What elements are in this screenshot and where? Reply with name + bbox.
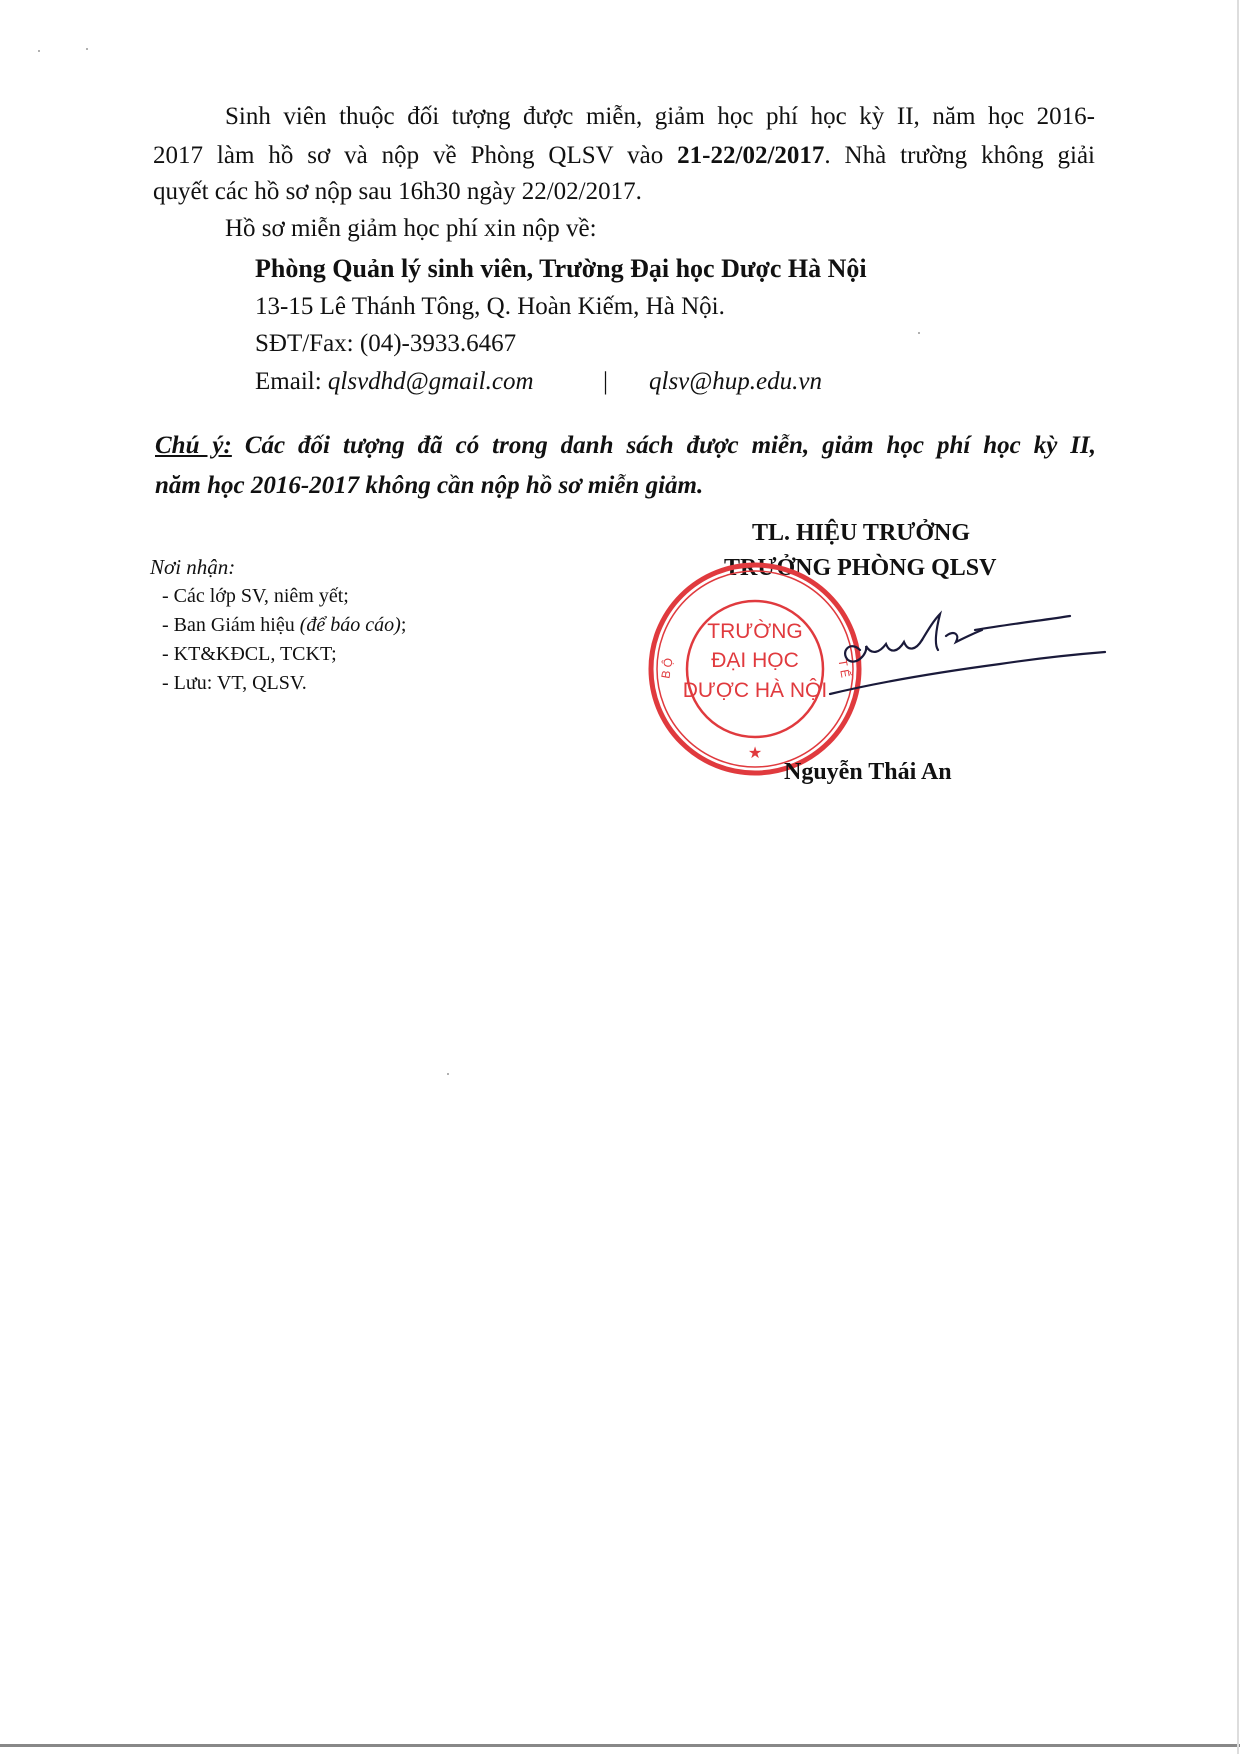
- email-separator: |: [603, 368, 609, 395]
- recipient-item: - Ban Giám hiệu (để báo cáo);: [162, 614, 407, 636]
- stamp-ring-left: B Ộ: [658, 656, 676, 680]
- scan-speck: [918, 332, 920, 334]
- handwritten-signature: [800, 600, 1110, 720]
- submission-intro: Hồ sơ miễn giảm học phí xin nộp về:: [225, 215, 597, 242]
- stamp-line-3: DƯỢC HÀ NỘI: [682, 679, 828, 702]
- stamp-star-icon: ★: [747, 743, 763, 762]
- office-name: Phòng Quản lý sinh viên, Trường Đại học Dược Hà Nội: [255, 254, 867, 283]
- recipient-item: - Lưu: VT, QLSV.: [162, 672, 307, 694]
- recipient-item: - Các lớp SV, niêm yết;: [162, 585, 349, 607]
- scan-bottom-edge: [0, 1744, 1240, 1747]
- deadline-date: 21-22/02/2017: [677, 142, 825, 169]
- body-paragraph-line-1: Sinh viên thuộc đối tượng được miễn, giảm học phí học kỳ II, năm học 2016-: [225, 103, 1095, 130]
- body-paragraph-line-2: 2017 làm hồ sơ và nộp về Phòng QLSV vào 21-22/02/2017. Nhà trường không giải: [153, 142, 1095, 169]
- recipient-item: - KT&KĐCL, TCKT;: [162, 643, 337, 665]
- stamp-line-1: TRƯỜNG: [707, 620, 803, 643]
- scan-right-edge: [1237, 0, 1239, 1754]
- email-link-1[interactable]: qlsvdhd@gmail.com: [327, 368, 534, 395]
- recipients-title: Nơi nhận:: [150, 555, 236, 579]
- scan-speck: [86, 48, 88, 50]
- signer-name: Nguyễn Thái An: [784, 759, 952, 785]
- stamp-ring-right: T Ế: [835, 658, 853, 679]
- scan-speck: [447, 1073, 449, 1075]
- scan-speck: [38, 50, 40, 52]
- office-address: 13-15 Lê Thánh Tông, Q. Hoàn Kiếm, Hà Nội.: [255, 293, 725, 320]
- note-line-1: Chú ý: Các đối tượng đã có trong danh sách được miễn, giảm học phí học kỳ II,: [155, 432, 1096, 459]
- stamp-line-2: ĐẠI HỌC: [711, 649, 799, 672]
- body-paragraph-line-3: quyết các hồ sơ nộp sau 16h30 ngày 22/02/2017.: [153, 178, 642, 205]
- signer-title-2: TRƯỞNG PHÒNG QLSV: [724, 555, 997, 581]
- signer-title-1: TL. HIỆU TRƯỞNG: [752, 520, 971, 546]
- note-line-2: năm học 2016-2017 không cần nộp hồ sơ miễn giảm.: [155, 472, 704, 499]
- note-label: Chú ý:: [155, 432, 232, 459]
- office-email: Email: qlsvdhd@gmail.com: [255, 368, 534, 395]
- office-phone: SĐT/Fax: (04)-3933.6467: [255, 330, 517, 357]
- email-link-2[interactable]: qlsv@hup.edu.vn: [649, 368, 822, 395]
